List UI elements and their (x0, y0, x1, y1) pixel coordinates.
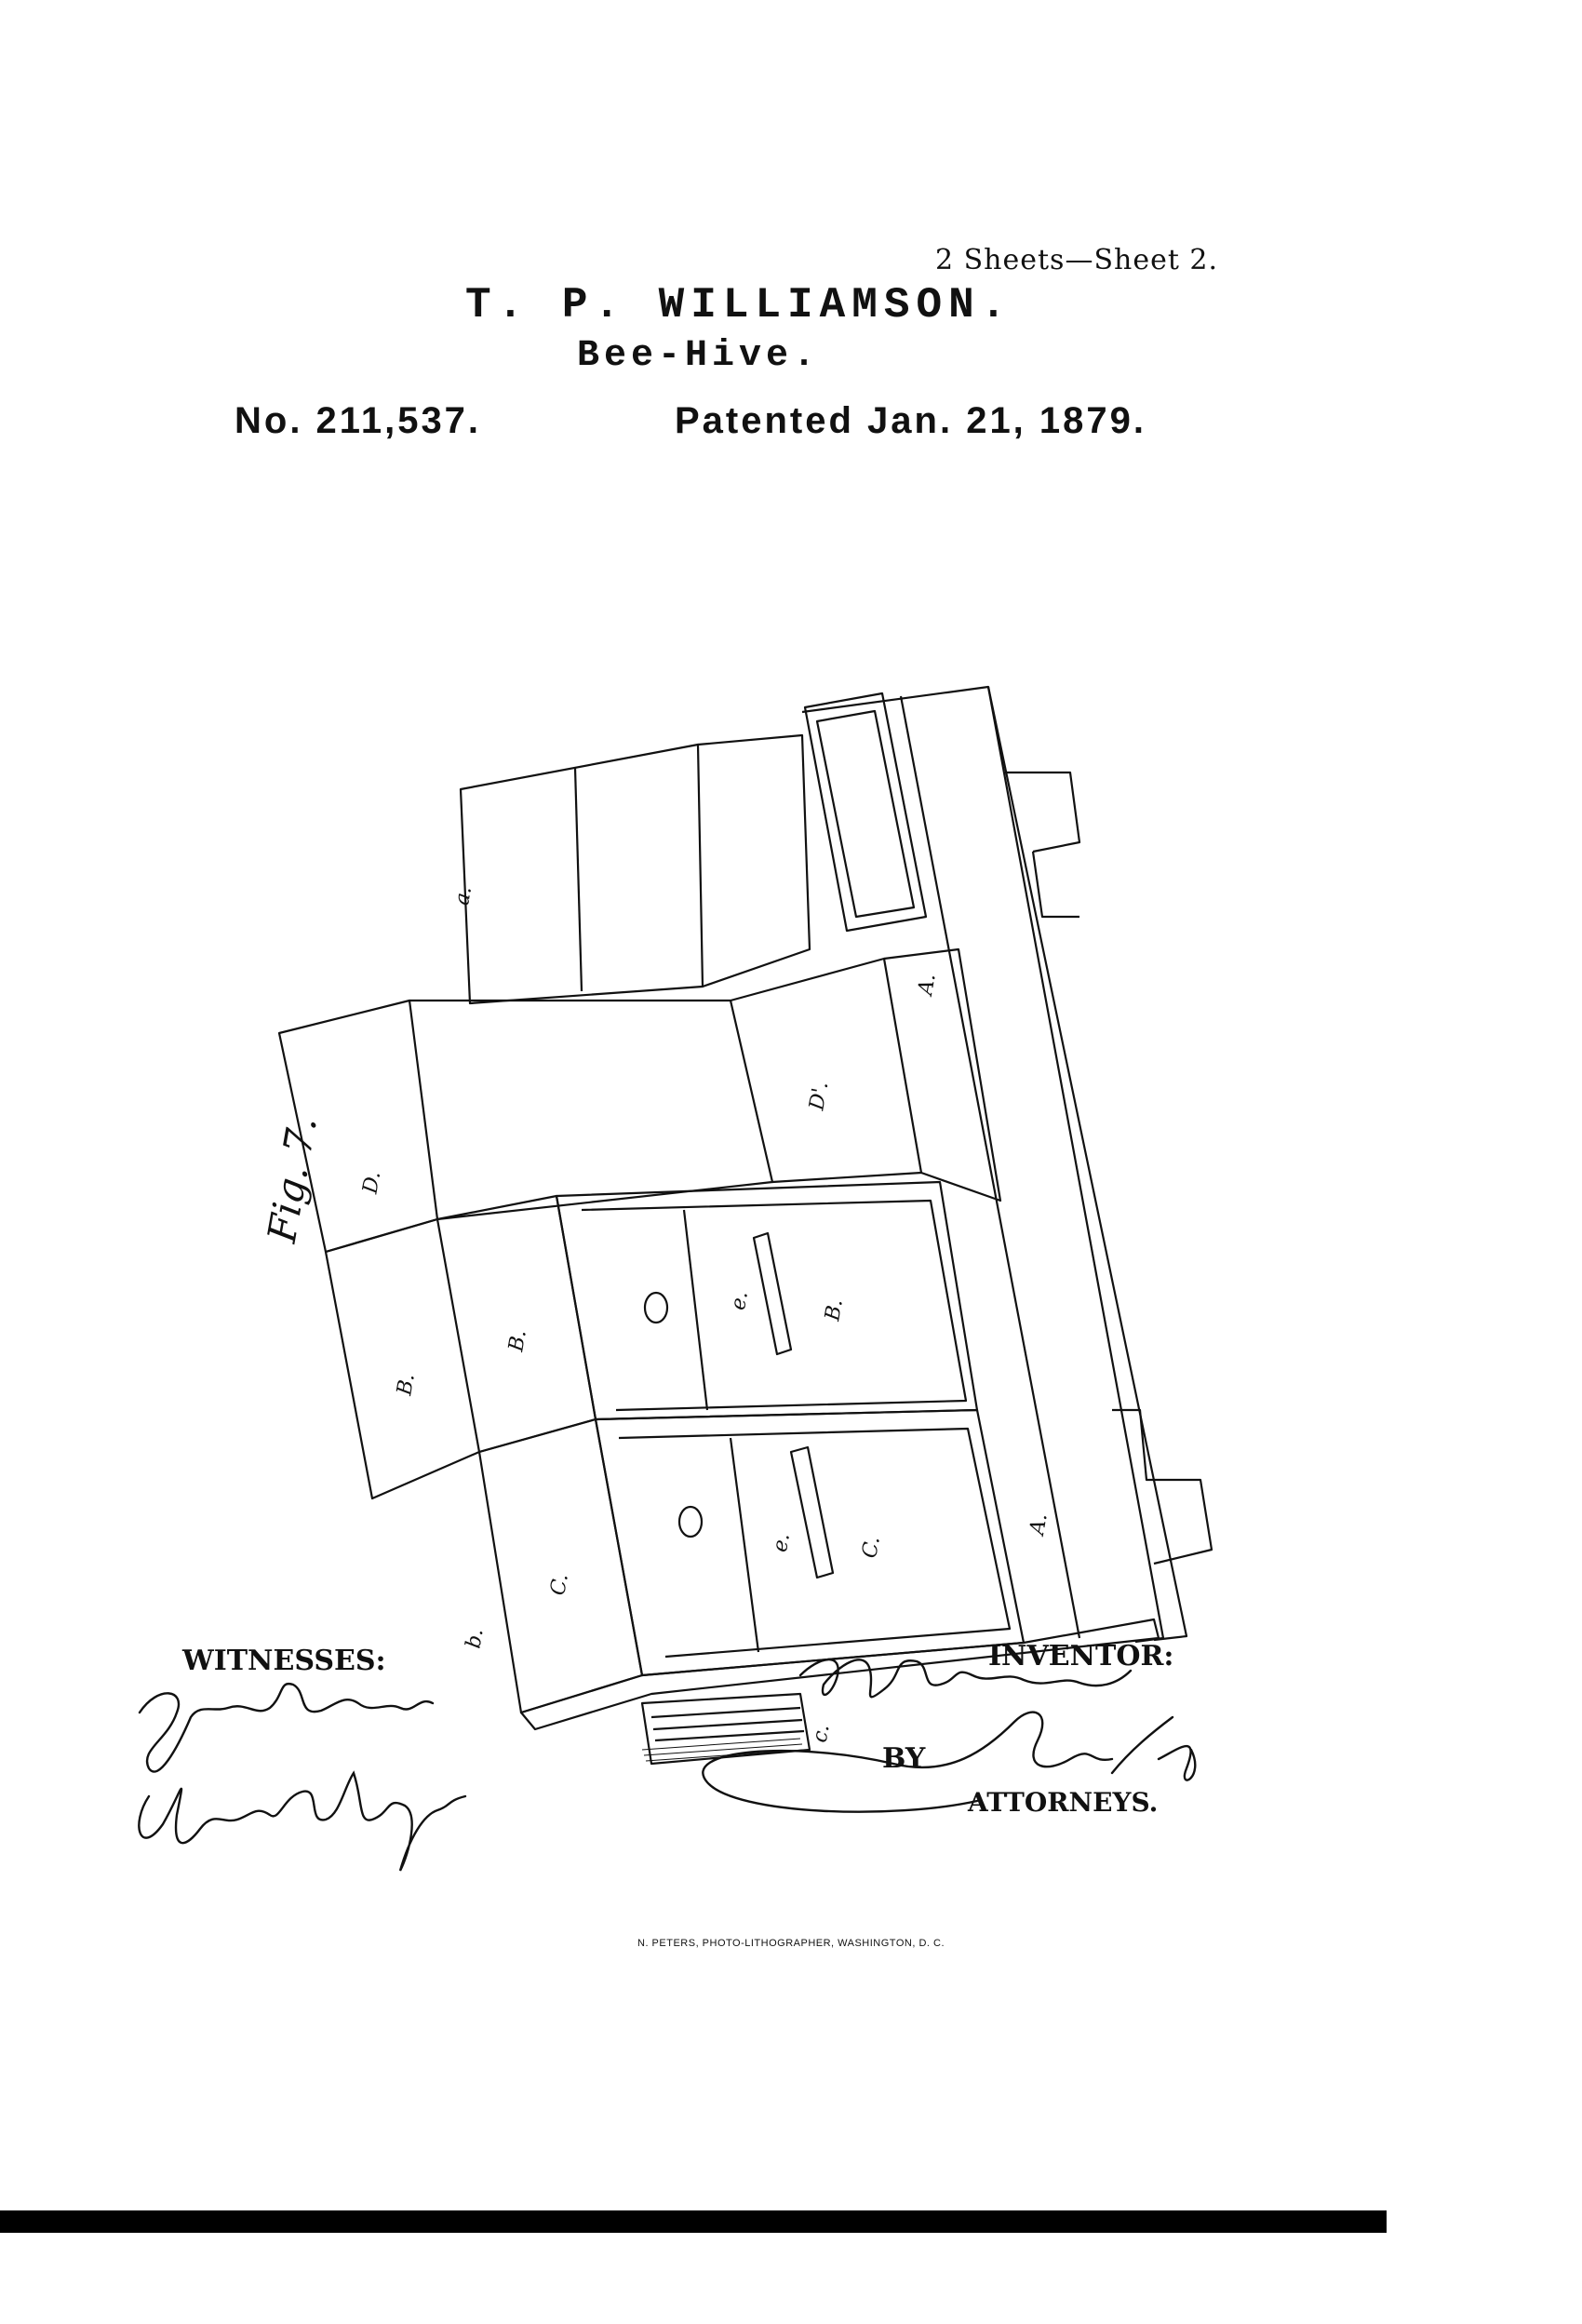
label-A-bottom: A. (1026, 1511, 1052, 1537)
witness-2-signature (139, 1773, 465, 1871)
label-B-right: B. (821, 1296, 848, 1323)
attorney-signature (703, 1713, 1195, 1812)
bottom-border-bar (0, 2210, 1387, 2233)
inventor-heading: INVENTOR: (988, 1640, 1174, 1672)
label-A-top: A. (914, 972, 941, 997)
label-D: D. (358, 1169, 386, 1196)
sheet-number: 2 Sheets—Sheet 2. (935, 244, 1219, 276)
inventor-signature (800, 1659, 1131, 1697)
label-B-mid: B. (504, 1327, 531, 1354)
patent-number: No. 211,537. (235, 400, 482, 441)
label-D-prime: D'. (805, 1080, 834, 1112)
label-e-top: e. (726, 1289, 754, 1312)
label-a: a. (449, 884, 477, 907)
witnesses-heading: WITNESSES: (182, 1645, 386, 1677)
by-label: BY (882, 1742, 926, 1775)
label-b: b. (462, 1626, 489, 1651)
figure-label: Fig. 7. (259, 1112, 326, 1246)
label-B-left: B. (393, 1371, 420, 1398)
printer-credit: N. PETERS, PHOTO-LITHOGRAPHER, WASHINGTON, D. C. (637, 1938, 945, 1949)
label-e-bottom: e. (768, 1531, 796, 1554)
witness-1-signature (140, 1684, 433, 1771)
inventor-name: T. P. WILLIAMSON. (465, 281, 1013, 329)
attorneys-label: ATTORNEYS. (968, 1787, 1159, 1818)
label-c: c. (808, 1722, 835, 1745)
invention-title: Bee-Hive. (577, 335, 821, 377)
label-C-right: C. (858, 1534, 885, 1561)
patent-date: Patented Jan. 21, 1879. (675, 400, 1147, 441)
label-C-left: C. (546, 1571, 573, 1598)
